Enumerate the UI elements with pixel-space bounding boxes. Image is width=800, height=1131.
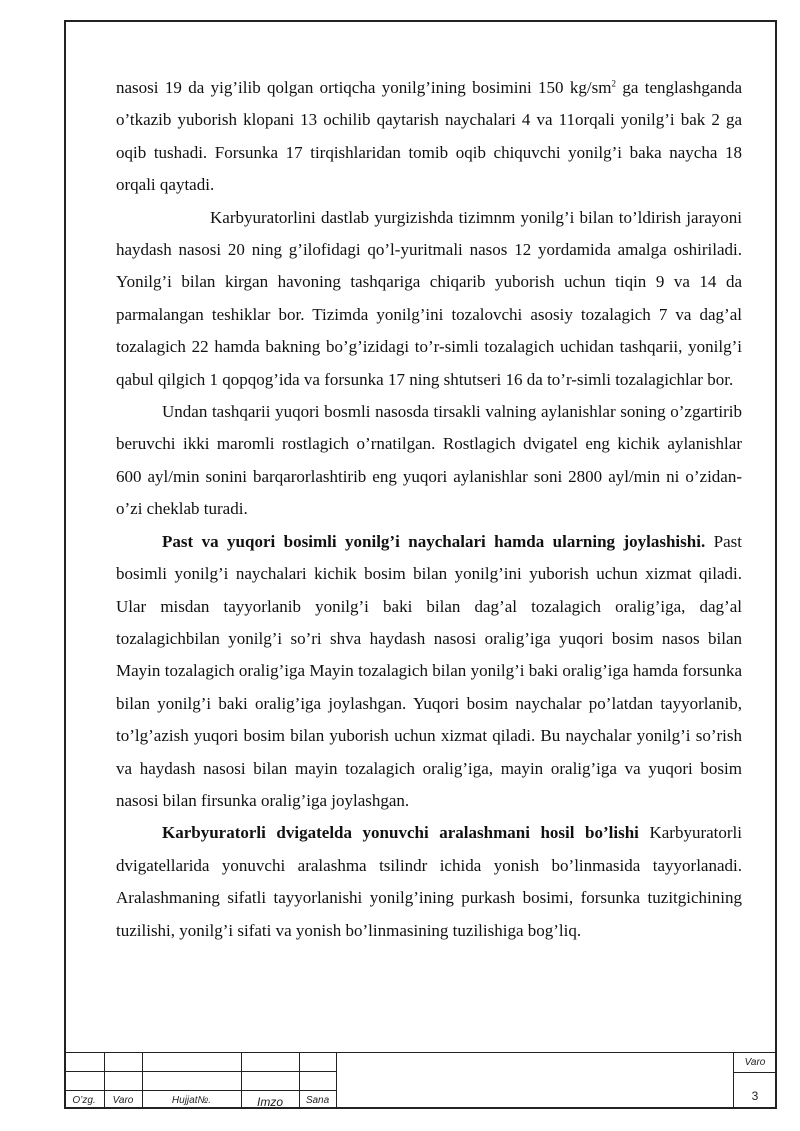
section-heading-mixture: Karbyuratorli dvigatelda yonuvchi aralashmani hosil bo’lishi [162,823,639,843]
stamp-izm-label: O’zg. [72,1095,96,1106]
paragraph-4: Past va yuqori bosimli yonilg’i naychalari hamda ularning joylashishi. Past bosimli yonilg’i naychalari kichik bosim bilan yonilg’ini yuborish uchun xizmat qiladi. Ular misdan tayyorlanib yonilg’i baki bilan dag’al tozalagich oralig’iga, dag’al tozalagichbilan yonilg’i so’ri shva haydash nasosi oralig’iga yuqori bosim nasos bilan Mayin tozalagich oralig’iga Mayin tozalagich bilan yonilg’i baki oralig’iga hamda forsunka bilan yonilg’i baki oralig’iga joylashgan. Yuqori bosim naychalar po’latdan tayyorlanib, to’lg’azish yuqori bosim bilan yuborish uchun xizmat qiladi. Bu naychalar yonilg’i so’rish va haydash nasosi bilan mayin tozalagich oralig’iga, mayin oralig’iga va yuqori bosim nasosi bilan firsunka oralig’iga joylashgan. [116,531,742,810]
stamp-list-label: Varo [112,1095,134,1106]
title-block [64,1052,777,1109]
paragraph-2: Karbyuratorlini dastlab yurgizishda tizimnm yonilg’i bilan to’ldirish jarayoni haydash nasosi 20 ning g’ilofidagi qo’l-yuritmali nasos 12 yordamida amalga oshiriladi. Yonilg’i bilan kirgan havoning tashqariga chiqarib yuborish uchun tiqin 9 va 14 da parmalangan teshiklar bor. Tizimda yonilg’ini tozalovchi asosiy tozalagich 7 va dag’al tozalagich 22 hamda bakning bo’g’izidagi to’r-simli tozalagich uchidan tashqarii, yonilg’i qabul qilgich 1 qopqog’ida va forsunka 17 ning shtutseri 16 da to’r-simli tozalagichlar bor. [116,207,742,389]
document-body [116,72,742,947]
stamp-doc-label: Hujjat№. [171,1095,212,1106]
stamp-date-label: Sana [305,1095,330,1106]
paragraph-5: Karbyuratorli dvigatelda yonuvchi aralashmani hosil bo’lishi Karbyuratorli dvigatellarida yonuvchi aralashma tsilindr ichida yonish bo’linmasida tayyorlanadi. Aralashmaning sifatli tayyorlanishi yonilg’ining purkash bosimi, forsunka tuzitgichining tuzilishi, yonilg’i sifati va yonish bo’linmasining tuzilishiga bog’liq. [116,823,742,940]
section-heading-fuel-lines: Past va yuqori bosimli yonilg’i naychalari hamda ularning joylashishi. [162,531,706,551]
stamp-sheet-label: Varo [744,1057,766,1068]
stamp-sign-label: Imzo [256,1095,283,1109]
paragraph-1: nasosi 19 da yig’ilib qolgan ortiqcha yonilg’ining bosimini 150 $kg/sm^2$ ga tenglashganda o’tkazib yuborish klopani 13 ochilib qaytarish naychalari 4 va 11orqali yonilg’i bak 2 ga oqib tushadi. Forsunka 17 tirqishlaridan tomib oqib chiquvchi yonilg’i baka naycha 18 orqali qaytadi. [116,78,742,195]
paragraph-3: Undan tashqarii yuqori bosmli nasosda tirsakli valning aylanishlar soning o’zgartirib beruvchi ikki maromli rostlagich o’rnatilgan. Rostlagich dvigatel eng kichik aylanishlar 600 ayl/min sonini barqarorlashtirib eng yuqori aylanishlar soni 2800 ayl/min ni o’zidan-o’zi cheklab turadi. [116,402,742,519]
page-number: 3 [751,1089,759,1103]
